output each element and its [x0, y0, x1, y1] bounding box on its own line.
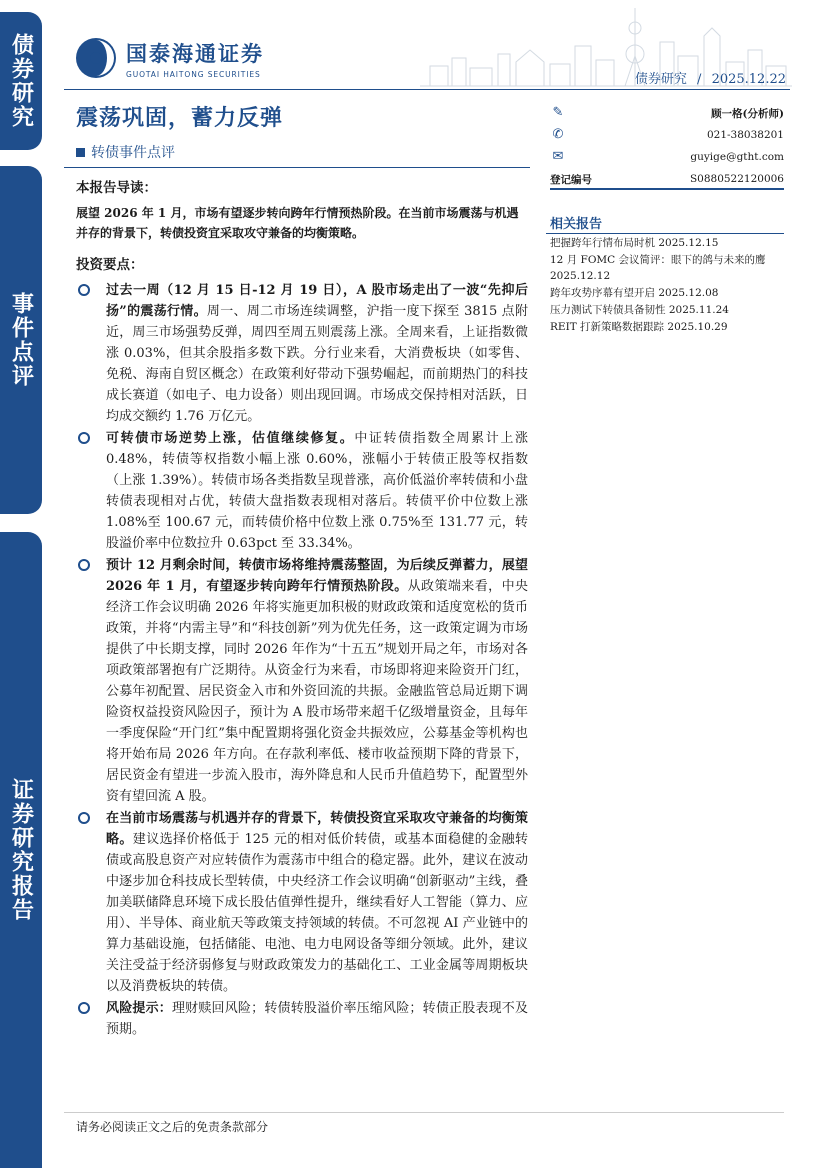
point-body: 理财赎回风险；转债转股溢价率压缩风险；转债正股表现不及预期。: [106, 1001, 528, 1037]
footer-divider: [64, 1112, 784, 1113]
side-tab-bond-research: 债券研究: [0, 12, 42, 150]
points-heading: 投资要点：: [76, 257, 144, 273]
bullet-dot-icon: [78, 432, 90, 444]
analyst-info: [550, 102, 784, 190]
point-lead: 过去一周（12 月 15 日-12 月 19 日），A 股市场走出了一波“先抑后扬”的震荡行情。: [106, 283, 528, 319]
point-body: 中证转债指数全周累计上涨 0.48%，转债等权指数小幅上涨 0.60%，涨幅小于转债正股等权指数（上涨 1.39%）。转债市场各类指数呈现普涨，高价低溢价率转债和小盘转债表现相对占优，转债大盘指数表现相对落后。转债平价中位数上涨 1.08%至 100.67 元，而转债价格中位数上涨 0.75%至 131.77 元，转股溢价率中位数拉升 0.63pct 至 33.34%。: [106, 431, 528, 551]
title-divider: [64, 167, 530, 168]
side-tab-securities-report: 证券研究报告: [0, 532, 42, 1168]
point-lead: 可转债市场逆势上涨，估值继续修复。: [106, 431, 355, 446]
related-reports-list: [550, 236, 784, 337]
investment-point: [76, 428, 528, 554]
header-divider: [64, 89, 790, 90]
analyst-email[interactable]: guyige@gtht.com: [690, 151, 784, 163]
risk-warning: [76, 998, 528, 1040]
investment-point: [76, 555, 528, 807]
report-title: 震荡巩固，蓄力反弹: [76, 105, 284, 131]
header-category: 债券研究: [634, 72, 687, 87]
point-body: 从政策端来看，中央经济工作会议明确 2026 年将实施更加积极的财政政策和适度宽松的货币政策，并将“内需主导”和“科技创新”列为优先任务，这一政策定调为市场提供了中长期支撑，同时 2026 年作为“十五五”规划开局之年，市场对各项政策部署抱有广泛期待。从资金行为来看，市场即将迎来险资开门红，公募年初配置、居民资金入市和外资回流的共振。金融监管总局近期下调险资权益投资风险因子，预计为 A 股市场带来超千亿级增量资金，且每年一季度保险“开门红”集中配置期将强化资金共振效应，公募基金等机构也将开始布局 2026 年方向。在存款利率低、楼市收益预期下降的背景下，居民资金有望进一步流入股市，海外降息和人民币升值趋势下，配置型外资有望回流 A 股。: [106, 579, 528, 804]
header-separator: /: [697, 72, 702, 87]
point-lead: 在当前市场震荡与机遇并存的背景下，转债投资宜采取攻守兼备的均衡策略。: [106, 811, 528, 847]
report-subtitle: [76, 142, 175, 162]
investment-point: [76, 280, 528, 427]
report-body: [76, 178, 528, 1041]
intro-heading: 本报告导读：: [76, 180, 157, 196]
square-bullet-icon: [76, 148, 85, 157]
analyst-phone-row: [550, 124, 784, 146]
bullet-dot-icon: [78, 559, 90, 571]
point-lead: 预计 12 月剩余时间，转债市场将维持震荡整固，为后续反弹蓄力，展望 2026 年 1 月，有望逐步转向跨年行情预热阶段。: [106, 558, 528, 594]
related-report-item[interactable]: REIT 打新策略数据跟踪 2025.10.29: [550, 320, 728, 333]
bullet-dot-icon: [78, 1002, 90, 1014]
bullet-dot-icon: [78, 812, 90, 824]
phone-icon: ✆: [552, 127, 564, 142]
investment-point: [76, 808, 528, 997]
logo-mark-icon: [74, 36, 118, 80]
analyst-phone: 021-38038201: [706, 129, 784, 141]
analyst-divider: [550, 188, 784, 190]
bullet-dot-icon: [78, 284, 90, 296]
related-report-item[interactable]: 跨年攻势序幕有望开启 2025.12.08: [550, 286, 719, 299]
mail-icon: ✉: [552, 149, 564, 164]
related-divider: [546, 233, 784, 234]
point-body: 周一、周二市场连续调整，沪指一度下探至 3815 点附近，周三市场强势反弹，周四至周五则震荡上涨。全周来看，上证指数微涨 0.03%，但其余股指多数下跌。分行业来看，大消费板块（如零售、免税、海南自贸区概念）在政策利好带动下强势崛起，而前期热门的科技成长赛道（如电子、电力设备）则出现回调。市场成交保持相对活跃，日均成交额约 1.76 万亿元。: [106, 304, 528, 424]
analyst-name-row: [550, 102, 784, 124]
analyst-reg-row: [550, 168, 784, 190]
related-report-item[interactable]: 压力测试下转债具备韧性 2025.11.24: [550, 303, 729, 316]
analyst-email-row: [550, 146, 784, 168]
header-date: 2025.12.22: [711, 72, 786, 87]
side-tab-event-review: 事件点评: [0, 166, 42, 514]
related-report-item[interactable]: 12 月 FOMC 会议简评：眼下的鸽与未来的鹰 2025.12.12: [550, 254, 766, 282]
brand-name-cn: 国泰海通证券: [126, 41, 264, 66]
header-meta: [635, 68, 786, 87]
brand-name-en: GUOTAI HAITONG SECURITIES: [126, 69, 261, 79]
related-reports-title: 相关报告: [550, 217, 603, 232]
company-logo: [74, 36, 264, 80]
analyst-name: 顾一格(分析师): [711, 107, 784, 120]
point-body: 建议选择价格低于 125 元的相对低价转债，或基本面稳健的金融转债或高股息资产对应转债作为震荡市中组合的稳定器。此外，建议在波动中逐步加仓科技成长型转债，中央经济工作会议明确“创新驱动”主线，叠加美联储降息环境下成长股估值弹性提升，继续看好人工智能（算力、应用）、半导体、商业航天等政策支持领域的转债。不可忽视 AI 产业链中的算力基础设施，包括储能、电池、电力电网设备等细分领域。此外，建议关注受益于经济弱修复与财政政策发力的基础化工、工业金属等周期板块以及消费板块的转债。: [106, 832, 528, 994]
related-report-item[interactable]: 把握跨年行情布局时机 2025.12.15: [550, 237, 719, 249]
reg-number: S0880522120006: [689, 173, 784, 185]
subtitle-text: 转债事件点评: [91, 145, 175, 161]
point-lead: 风险提示：: [106, 1001, 172, 1016]
pen-icon: ✎: [552, 105, 564, 120]
disclaimer-note: 请务必阅读正文之后的免责条款部分: [76, 1120, 269, 1134]
reg-label: 登记编号: [550, 173, 592, 186]
intro-text: 展望 2026 年 1 月，市场有望逐步转向跨年行情预热阶段。在当前市场震荡与机遇并存的背景下，转债投资宜采取攻守兼备的均衡策略。: [76, 206, 519, 240]
